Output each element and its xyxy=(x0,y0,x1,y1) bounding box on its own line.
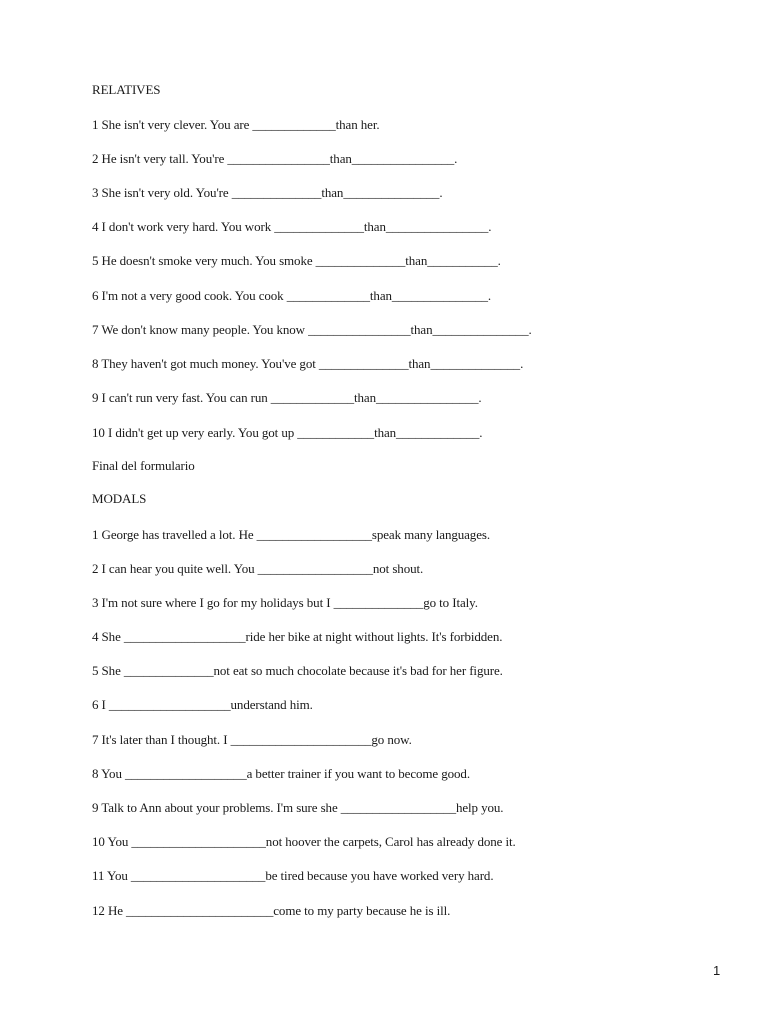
modals-item-12: 12 He _______________________come to my party because he is ill. xyxy=(92,903,451,918)
form-end-label: Final del formulario xyxy=(92,458,195,473)
modals-item-8: 8 You ___________________a better trainer if you want to become good. xyxy=(92,766,470,781)
relatives-item-1: 1 She isn't very clever. You are _____________than her. xyxy=(92,117,380,132)
modals-item-7: 7 It's later than I thought. I ______________________go now. xyxy=(92,732,412,747)
relatives-item-5: 5 He doesn't smoke very much. You smoke ______________than___________. xyxy=(92,253,501,268)
modals-item-9: 9 Talk to Ann about your problems. I'm sure she __________________help you. xyxy=(92,800,504,815)
page-number: 1 xyxy=(713,963,721,978)
modals-item-11: 11 You _____________________be tired because you have worked very hard. xyxy=(92,868,494,883)
relatives-item-9: 9 I can't run very fast. You can run _____________than________________. xyxy=(92,390,482,405)
relatives-item-7: 7 We don't know many people. You know ________________than_______________. xyxy=(92,322,532,337)
relatives-item-10: 10 I didn't get up very early. You got up ____________than_____________. xyxy=(92,425,483,440)
modals-item-2: 2 I can hear you quite well. You __________________not shout. xyxy=(92,561,424,576)
modals-item-3: 3 I'm not sure where I go for my holidays but I ______________go to Italy. xyxy=(92,595,478,610)
modals-item-6: 6 I ___________________understand him. xyxy=(92,697,313,712)
modals-item-10: 10 You _____________________not hoover the carpets, Carol has already done it. xyxy=(92,834,516,849)
modals-item-1: 1 George has travelled a lot. He __________________speak many languages. xyxy=(92,527,490,542)
modals-item-5: 5 She ______________not eat so much chocolate because it's bad for her figure. xyxy=(92,663,503,678)
relatives-item-4: 4 I don't work very hard. You work ______________than________________. xyxy=(92,219,492,234)
relatives-item-3: 3 She isn't very old. You're ______________than_______________. xyxy=(92,185,443,200)
relatives-item-2: 2 He isn't very tall. You're ________________than________________. xyxy=(92,151,458,166)
modals-heading: MODALS xyxy=(92,491,147,506)
relatives-heading: RELATIVES xyxy=(92,82,161,97)
relatives-item-6: 6 I'm not a very good cook. You cook _____________than_______________. xyxy=(92,288,492,303)
relatives-item-8: 8 They haven't got much money. You've got ______________than______________. xyxy=(92,356,524,371)
modals-item-4: 4 She ___________________ride her bike at night without lights. It's forbidden. xyxy=(92,629,503,644)
